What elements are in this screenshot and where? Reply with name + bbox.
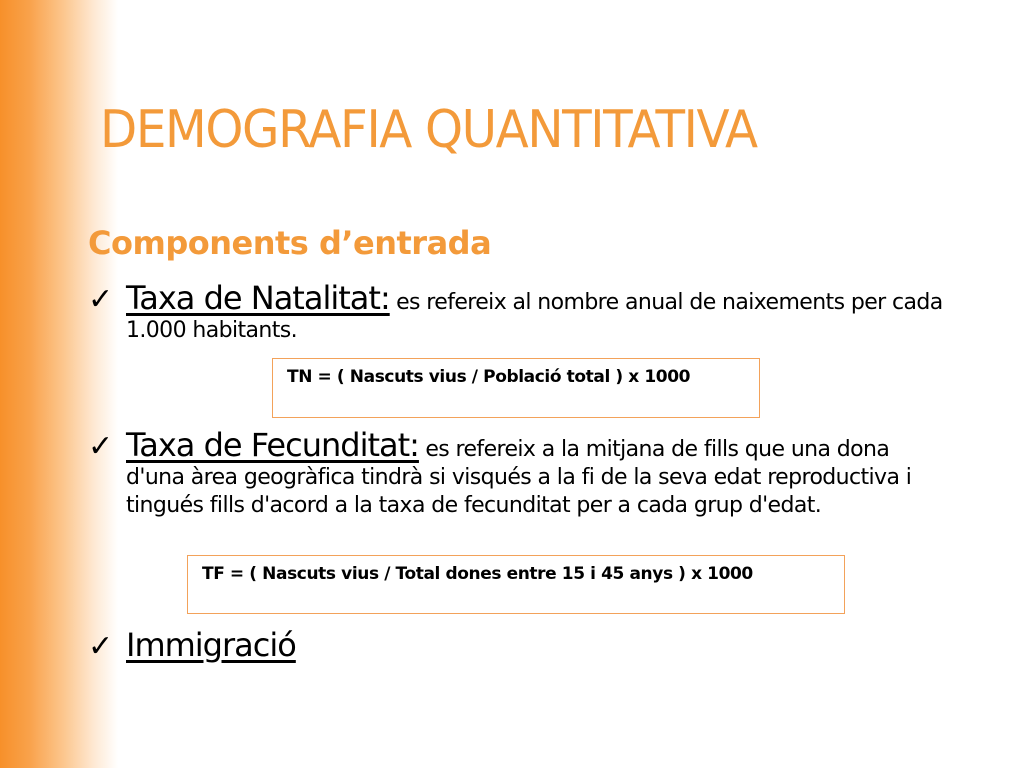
- checkmark-icon: ✓: [88, 629, 114, 664]
- term-natalitat: Taxa de Natalitat:: [126, 279, 390, 317]
- slide-subtitle: Components d’entrada: [88, 224, 492, 262]
- formula-box-tn: [272, 358, 760, 418]
- bullet-fecunditat-body: [126, 426, 948, 520]
- checkmark-icon: ✓: [88, 282, 114, 317]
- formula-tf: TF = ( Nascuts vius / Total dones entre 15 i 45 anys ) x 1000: [202, 564, 753, 584]
- term-immigracio: Immigració: [126, 626, 296, 664]
- bullet-fecunditat: [88, 426, 948, 520]
- formula-box-tf: [187, 555, 845, 614]
- slide-title: DEMOGRAFIA QUANTITATIVA: [100, 100, 757, 160]
- bullet-immigracio-body: [126, 626, 948, 664]
- bullet-natalitat: [88, 279, 948, 345]
- bullet-natalitat-body: [126, 279, 948, 345]
- definition-fecunditat: es refereix a la mitjana de fills que una dona d'una àrea geogràfica tindrà si visqués a la fi de la seva edat reproductiva i tingués fills d'acord a la taxa de fecunditat per a cada grup d'edat.: [126, 437, 912, 518]
- checkmark-icon: ✓: [88, 429, 114, 464]
- definition-natalitat: es refereix al nombre anual de naixements per cada 1.000 habitants.: [126, 290, 943, 343]
- bullet-immigracio: [88, 626, 948, 664]
- term-fecunditat: Taxa de Fecunditat:: [126, 426, 419, 464]
- formula-tn: TN = ( Nascuts vius / Població total ) x 1000: [287, 367, 691, 387]
